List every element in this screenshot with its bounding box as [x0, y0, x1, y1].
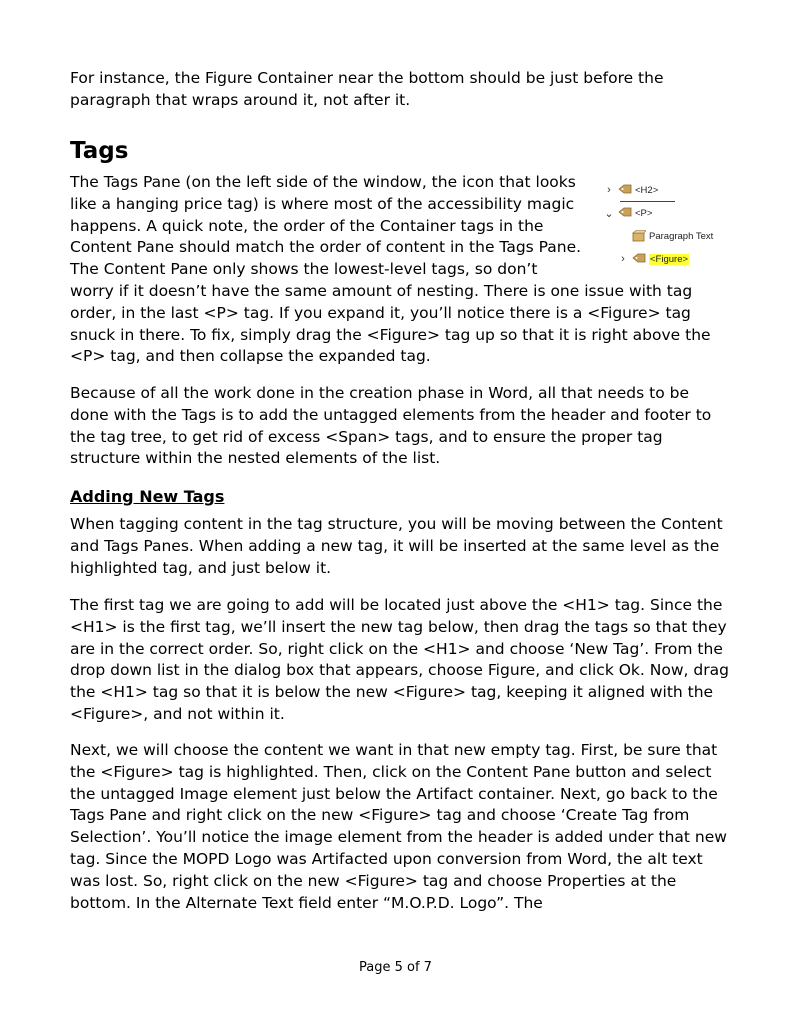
tag-label-h2: <H2> [635, 184, 659, 196]
tag-tree-divider [620, 201, 675, 202]
chevron-down-icon: ⌄ [604, 207, 614, 220]
tag-label-p: <P> [635, 207, 653, 219]
content-box-icon [632, 230, 646, 242]
tag-tree-row-figure [618, 251, 689, 267]
tag-tree-row-p [604, 205, 652, 221]
tags-paragraph: The Tags Pane (on the left side of the window, the icon that looks like a hanging price tag) is where most of the accessibility magic happens. A quick note, the order of the Container tags in the Content Pane should match the order of content in the Tags Pane. The Content Pane only shows the lowest-level tags, so don’t worry if it doesn’t have the same amount of nesting. There is one issue with tag order, in the last <P> tag. If you expand it, you’ll notice there is a <Figure> tag snuck in there. To fix, simply drag the <Figure> tag up so that it is right above the <P> tag, and then collapse the expanded tag. [70, 173, 711, 366]
tagging-content-paragraph: When tagging content in the tag structure, you will be moving between the Content and Tags Panes. When adding a new tag, it will be inserted at the same level as the highlighted tag, and just below it. [70, 515, 723, 577]
chevron-right-icon: › [621, 253, 625, 265]
tag-icon [618, 207, 632, 219]
chevron-right-icon: › [607, 184, 611, 196]
next-content-paragraph: Next, we will choose the content we want in that new empty tag. First, be sure that the <Figure> tag is highlighted. Then, click on the Content Pane button and select the untagged Image element just below the Artifact container. Next, go back to the Tags Pane and right click on the new <Figure> tag and choose ‘Create Tag from Selection’. You’ll notice the image element from the header is added under that new tag. Since the MOPD Logo was Artifacted upon conversion from Word, the alt text was lost. So, right click on the new <Figure> tag and choose Properties at the bottom. In the Alternate Text field enter “M.O.P.D. Logo”. The [70, 741, 727, 912]
tag-icon [632, 253, 646, 265]
intro-paragraph: For instance, the Figure Container near the bottom should be just before the paragraph that wraps around it, not after it. [70, 69, 664, 109]
tag-tree-row-paragraph-text [628, 228, 713, 244]
tag-label-figure: <Figure> [650, 253, 689, 265]
tag-tree-row-h2 [604, 182, 658, 198]
tag-label-paragraph-text: Paragraph Text [649, 230, 714, 242]
first-tag-paragraph: The first tag we are going to add will be located just above the <H1> tag. Since the <H1> is the first tag, we’ll insert the new tag below, then drag the tags so that they are in the correct order. So, right click on the <H1> and choose ‘New Tag’. From the drop down list in the dialog box that appears, choose Figure, and click Ok. Now, drag the <H1> tag so that it is below the new <Figure> tag, keeping it aligned with the <Figure>, and not within it. [70, 596, 729, 723]
page-footer: Page 5 of 7 [359, 960, 432, 975]
tags-work-paragraph: Because of all the work done in the creation phase in Word, all that needs to be done with the Tags is to add the untagged elements from the header and footer to the tag tree, to get rid of excess <Span> tags, and to ensure the proper tag structure within the nested elements of the list. [70, 384, 712, 468]
tag-tree-illustration [600, 178, 720, 274]
section-heading-tags: Tags [70, 138, 129, 164]
tag-icon [618, 184, 632, 196]
sub-heading-adding-new-tags: Adding New Tags [70, 487, 225, 506]
